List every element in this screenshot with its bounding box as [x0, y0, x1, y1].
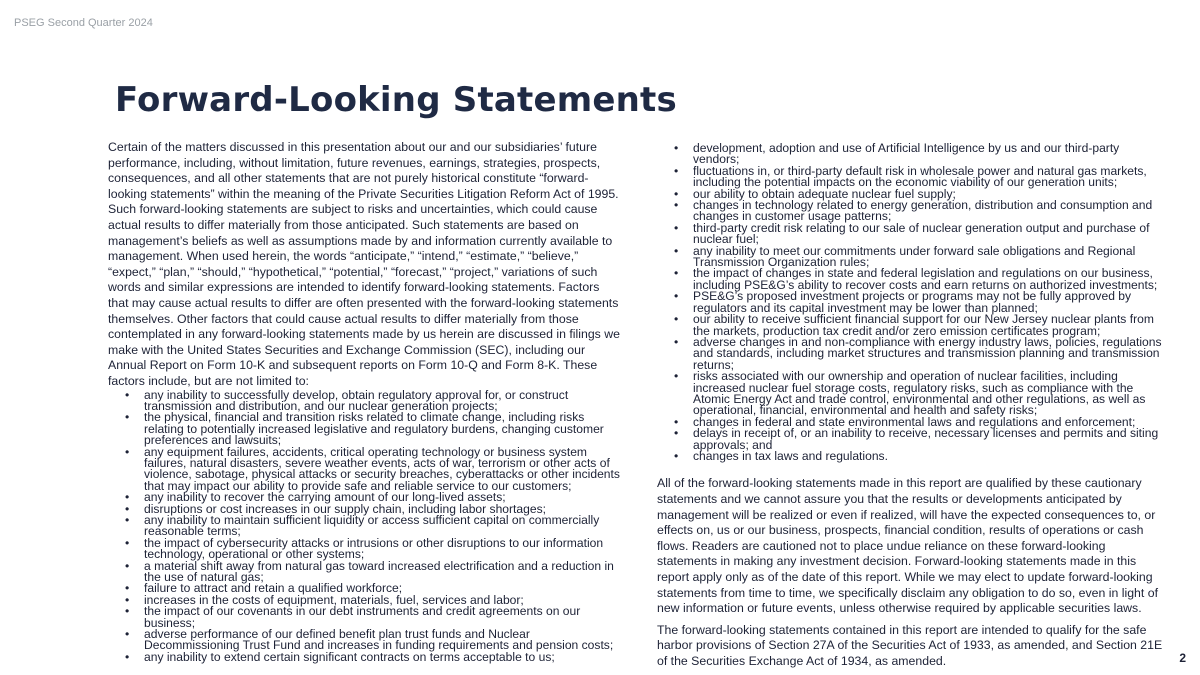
- list-item: • a material shift away from natural gas toward increased electrification and a reduction in the use of natural gas;: [125, 558, 614, 584]
- list-item: • third-party credit risk relating to our sale of nuclear generation output and purchase of nuclear fuel;: [674, 220, 1150, 247]
- list-item: • delays in receipt of, or an inability to receive, necessary licenses and permits and siting approvals; and: [674, 426, 1159, 452]
- header-label: PSEG Second Quarter 2024: [14, 17, 153, 29]
- list-item: • the impact of cybersecurity attacks or intrusions or other disruptions to our information technology, operational or other systems;: [125, 535, 604, 562]
- list-item: • our ability to receive sufficient financial support for our New Jersey nuclear plants from the markets, production tax credit and/or zero emission certificates program;: [674, 312, 1154, 338]
- list-item: • development, adoption and use of Artificial Intelligence by us and our third-party vendors;: [674, 141, 1120, 167]
- list-item: • the impact of changes in state and federal legislation and regulations on our business, including PSE&G’s ability to recover costs and earn returns on authorized investments;: [674, 266, 1158, 292]
- list-item: • PSE&G’s proposed investment projects or programs may not be fully approved by regulators and its capital investment may be lower than planned;: [674, 289, 1132, 315]
- list-item: • the physical, financial and transition risks related to climate change, including risks relating to potentially increased legislative and regulatory burdens, changing customer preferences and lawsuits;: [125, 410, 604, 448]
- list-item: • adverse changes in and non-compliance with energy industry laws, policies, regulations and standards, including market structures and transmission planning and transmission returns;: [674, 334, 1162, 372]
- safe-harbor-paragraph: The forward-looking statements contained in this report are intended to qualify for the safe harbor provisions of Section 27A of the Securities Act of 1933, as amended, and Section 21E of the Securities Exchange Act of 1934, as amended.: [657, 622, 1163, 668]
- list-item: • changes in federal and state environmental laws and regulations and enforcement;: [674, 414, 1136, 429]
- qualification-paragraph: All of the forward-looking statements made in this report are qualified by these cautionary statements and we cannot assure you that the results or developments anticipated by management will be realized or even if realized, will have the expected consequences to, or effects on, us or our business, prospects, financial condition, results of operations or cash flows. Readers are cautioned not to place undue reliance on these forward-looking statements in making any investment decision. Forward-looking statements made in this report apply only as of the date of this report. While we may elect to update forward-looking statements from time to time, we specifically disclaim any obligation to do so, even in light of new information or future events, unless otherwise required by applicable securities laws.: [657, 476, 1158, 616]
- list-item: • increases in the costs of equipment, materials, fuel, services and labor;: [125, 592, 524, 607]
- list-item: • changes in tax laws and regulations.: [674, 448, 888, 463]
- list-item: • failure to attract and retain a qualified workforce;: [125, 581, 403, 596]
- list-item: • any inability to recover the carrying amount of our long-lived assets;: [125, 490, 506, 505]
- list-item: • any inability to extend certain significant contracts on terms acceptable to us;: [125, 649, 555, 664]
- list-item: • any inability to successfully develop, obtain regulatory approval for, or construct transmission and distribution, and our nuclear generation projects;: [125, 387, 569, 413]
- list-item: • disruptions or cost increases in our supply chain, including labor shortages;: [125, 501, 546, 516]
- list-item: • any equipment failures, accidents, critical operating technology or business system failures, natural disasters, severe weather events, acts of war, terrorism or other acts of violence, sabotage, physical attacks or security breaches, cyberattacks or other incidents that may impact our ability to provide safe and reliable service to our customers;: [125, 444, 620, 493]
- intro-paragraph: Certain of the matters discussed in this presentation about our and our subsidiaries’ future performance, including, without limitation, future revenues, earnings, strategies, prospects, consequences, and all other statements that are not purely historical constitute “forward-looking statements” within the meaning of the Private Securities Litigation Reform Act of 1995. Such forward-looking statements are subject to risks and uncertainties, which could cause actual results to differ materially from those anticipated. Such statements are based on management’s beliefs as well as assumptions made by and information currently available to management. When used herein, the words “anticipate,” “intend,” “estimate,” “believe,” “expect,” “plan,” “should,” “hypothetical,” “potential,” “forecast,” “project,” variations of such words and similar expressions are intended to identify forward-looking statements. Factors that may cause actual results to differ are often presented with the forward-looking statements themselves. Other factors that could cause actual results to differ materially from those contemplated in any forward-looking statements made by us herein are discussed in filings we make with the United States Securities and Exchange Commission (SEC), including our Annual Report on Form 10-K and subsequent reports on Form 10-Q and Form 8-K. These factors include, but are not limited to:: [108, 140, 620, 388]
- list-item: • any inability to meet our commitments under forward sale obligations and Regional Transmission Organization rules;: [674, 243, 1136, 270]
- page-title: Forward-Looking Statements: [115, 80, 677, 120]
- right-risk-list: [657, 143, 1165, 462]
- list-item: • our ability to obtain adequate nuclear fuel supply;: [674, 186, 956, 201]
- list-item: • fluctuations in, or third-party default risk in wholesale power and natural gas markets, including the potential impacts on the economic viability of our generation units;: [674, 163, 1147, 190]
- left-risk-list: [108, 387, 620, 664]
- page-number: 2: [1179, 651, 1186, 665]
- list-item: • risks associated with our ownership and operation of nuclear facilities, including increased nuclear fuel storage costs, regulatory risks, such as compliance with the Atomic Energy Act and trade control, environmental and other regulations, as well as operational, financial, environmental and health and safety risks;: [674, 369, 1146, 418]
- right-column: [657, 143, 1165, 670]
- list-item: • the impact of our covenants in our debt instruments and credit agreements on our business;: [125, 604, 581, 630]
- list-item: • any inability to maintain sufficient liquidity or access sufficient capital on commercially reasonable terms;: [125, 512, 600, 539]
- list-item: • changes in technology related to energy generation, distribution and consumption and changes in customer usage patterns;: [674, 198, 1153, 224]
- left-column: [108, 140, 620, 663]
- list-item: • adverse performance of our defined benefit plan trust funds and Nuclear Decommissioning Trust Fund and increases in funding requirements and pension costs;: [125, 627, 614, 653]
